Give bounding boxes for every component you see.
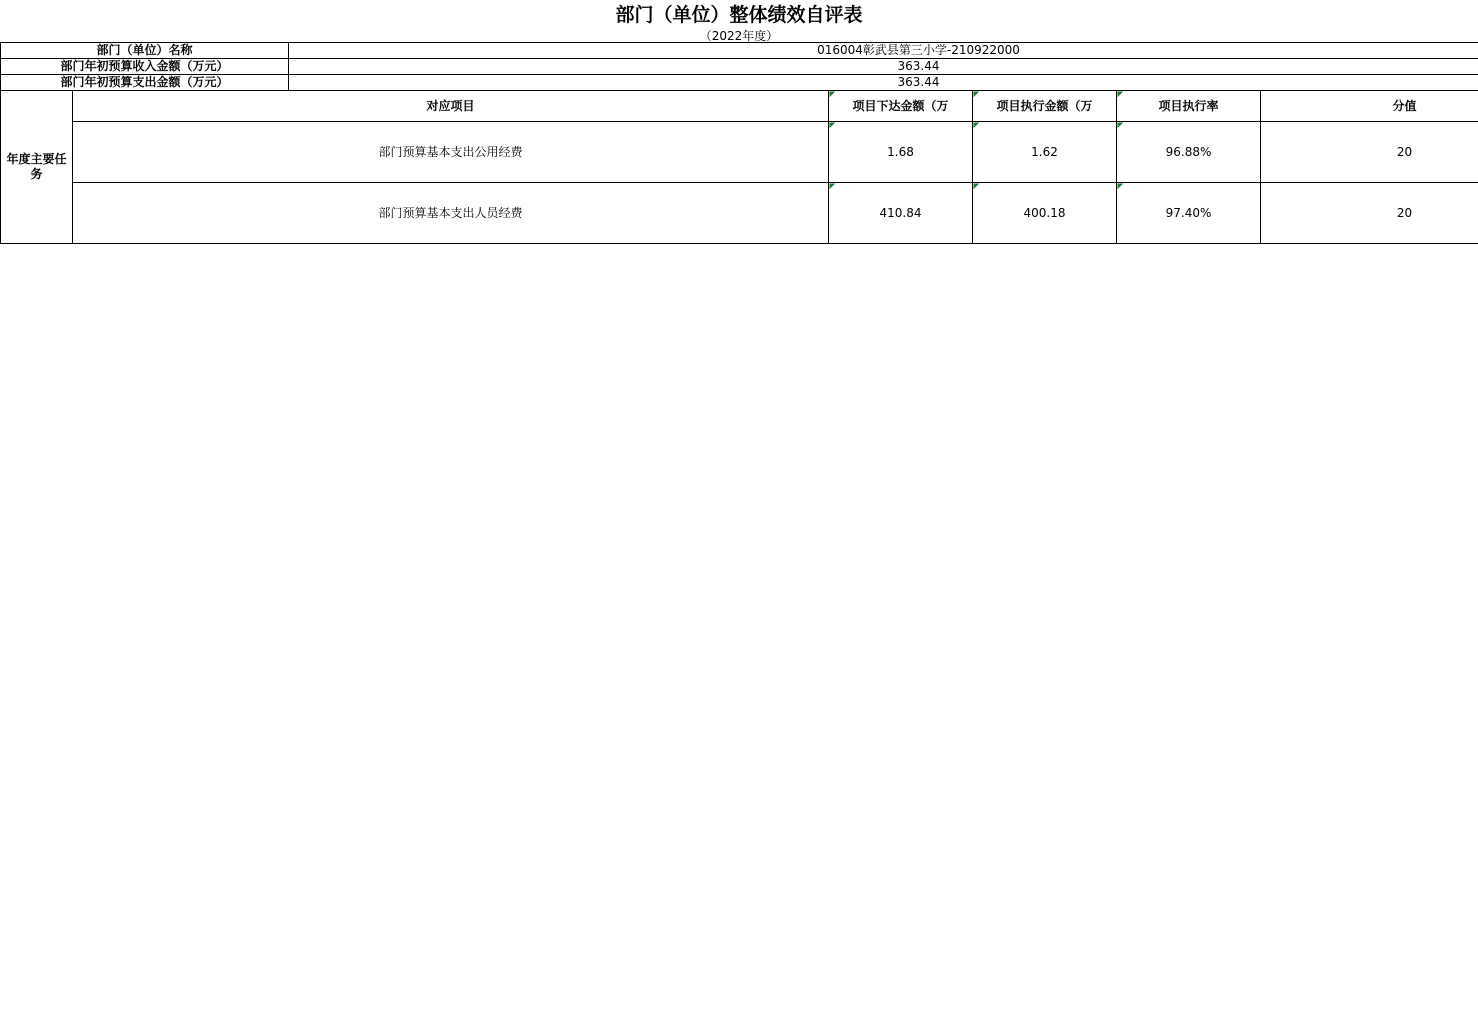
dept-income-row xyxy=(1,59,1478,75)
report-title: 部门（单位）整体绩效自评表 xyxy=(615,4,863,26)
dept-name-value: 016004彰武县第三小学-210922000 xyxy=(289,43,1478,59)
table-row xyxy=(1,183,1478,244)
dept-expense-row xyxy=(1,75,1478,91)
tasks-col-issued: 项目下达金额（万 xyxy=(829,91,973,122)
tasks-col-item: 对应项目 xyxy=(73,91,829,122)
table-row xyxy=(1,122,1478,183)
dept-income-label: 部门年初预算收入金额（万元） xyxy=(1,59,289,75)
task-score: 20 xyxy=(1261,122,1478,183)
task-rate: 96.88% xyxy=(1117,122,1261,183)
task-issued: 410.84 xyxy=(829,183,973,244)
task-score: 20 xyxy=(1261,183,1478,244)
task-executed: 400.18 xyxy=(973,183,1117,244)
report-year: （2022年度） xyxy=(699,29,779,43)
task-item: 部门预算基本支出公用经费 xyxy=(73,122,829,183)
task-item: 部门预算基本支出人员经费 xyxy=(73,183,829,244)
dept-name-label: 部门（单位）名称 xyxy=(1,43,289,59)
dept-expense-value: 363.44 xyxy=(289,75,1478,91)
task-rate: 97.40% xyxy=(1117,183,1261,244)
tasks-header-row xyxy=(1,91,1478,122)
task-issued: 1.68 xyxy=(829,122,973,183)
task-executed: 1.62 xyxy=(973,122,1117,183)
dept-income-value: 363.44 xyxy=(289,59,1478,75)
dept-name-row xyxy=(1,43,1478,59)
tasks-col-score: 分值 xyxy=(1261,91,1478,122)
tasks-col-executed: 项目执行金额（万 xyxy=(973,91,1117,122)
dept-expense-label: 部门年初预算支出金额（万元） xyxy=(1,75,289,91)
tasks-row-label: 年度主要任务 xyxy=(1,91,73,244)
tasks-col-rate: 项目执行率 xyxy=(1117,91,1261,122)
evaluation-table xyxy=(0,42,1478,244)
